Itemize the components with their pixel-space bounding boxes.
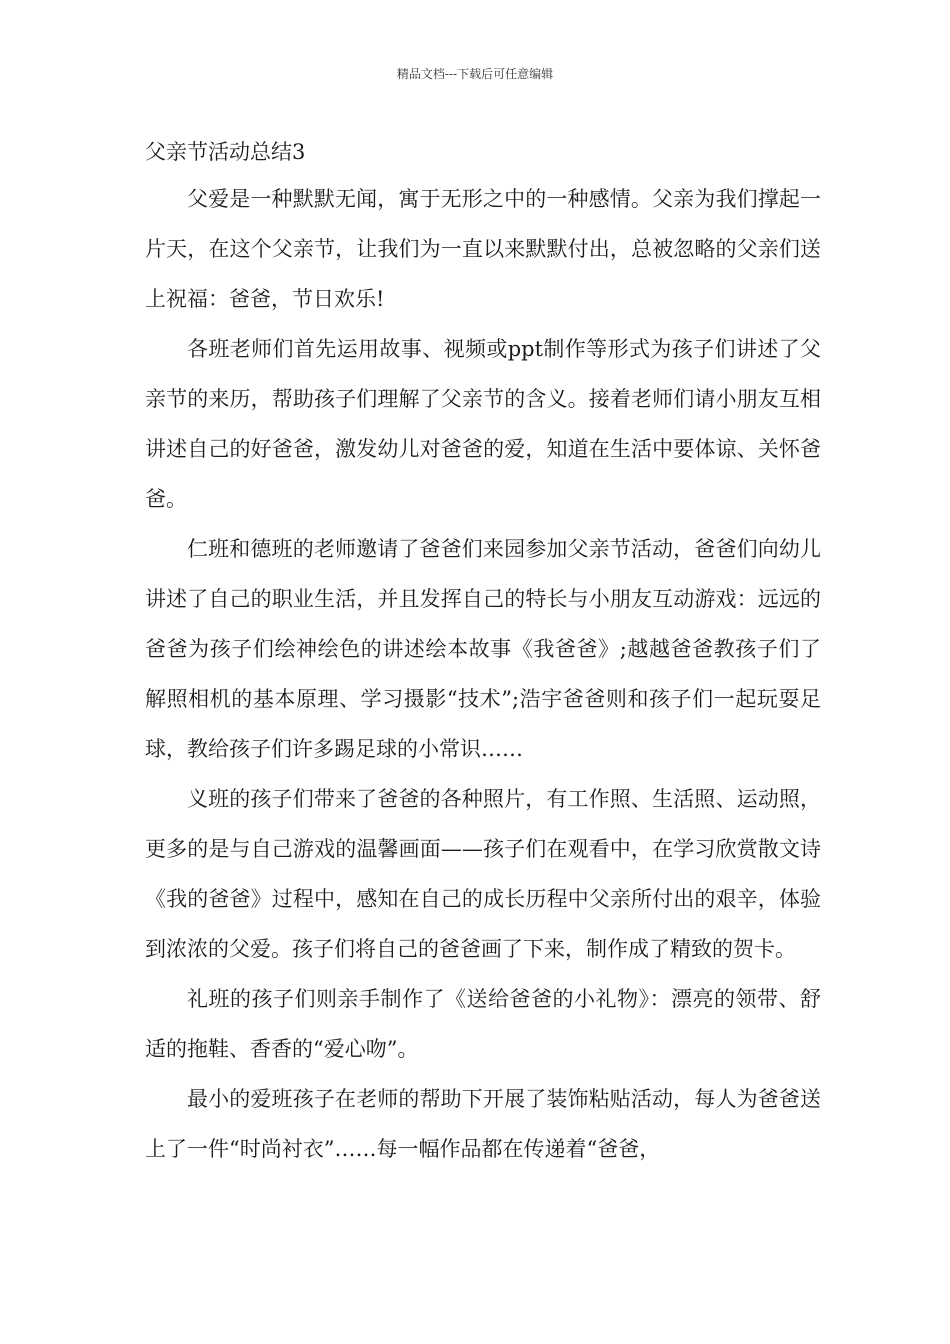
- paragraph-5: 礼班的孩子们则亲手制作了《送给爸爸的小礼物》：漂亮的领带、舒适的拖鞋、香香的“爱心吻”。: [145, 987, 821, 1061]
- paragraph-3: 仁班和德班的老师邀请了爸爸们来园参加父亲节活动，爸爸们向幼儿讲述了自己的职业生活，并且发挥自己的特长与小朋友互动游戏：远远的爸爸为孩子们绘神绘色的讲述绘本故事《我爸爸》;越越爸爸教孩子们了解照相机的基本原理、学习摄影“技术”;浩宇爸爸则和孩子们一起玩耍足球，教给孩子们许多踢足球的小常识……: [145, 537, 821, 761]
- paragraph-4: 义班的孩子们带来了爸爸的各种照片，有工作照、生活照、运动照，更多的是与自己游戏的温馨画面——孩子们在观看中，在学习欣赏散文诗《我的爸爸》过程中，感知在自己的成长历程中父亲所付出的艰辛，体验到浓浓的父爱。孩子们将自己的爸爸画了下来，制作成了精致的贺卡。: [145, 787, 821, 961]
- paragraph-2: 各班老师们首先运用故事、视频或ppt制作等形式为孩子们讲述了父亲节的来历，帮助孩子们理解了父亲节的含义。接着老师们请小朋友互相讲述自己的好爸爸，激发幼儿对爸爸的爱，知道在生活中要体谅、关怀爸爸。: [145, 337, 821, 511]
- paragraph-1: 父爱是一种默默无闻，寓于无形之中的一种感情。父亲为我们撑起一片天，在这个父亲节，让我们为一直以来默默付出，总被忽略的父亲们送上祝福：爸爸，节日欢乐!: [145, 187, 821, 311]
- paragraph-6: 最小的爱班孩子在老师的帮助下开展了装饰粘贴活动，每人为爸爸送上了一件“时尚衬衣”……每一幅作品都在传递着“爸爸，: [145, 1087, 821, 1161]
- document-body: [145, 174, 821, 1174]
- page-header: 精品文档---下载后可任意编辑: [396, 67, 554, 81]
- document-title: 父亲节活动总结3: [145, 140, 306, 164]
